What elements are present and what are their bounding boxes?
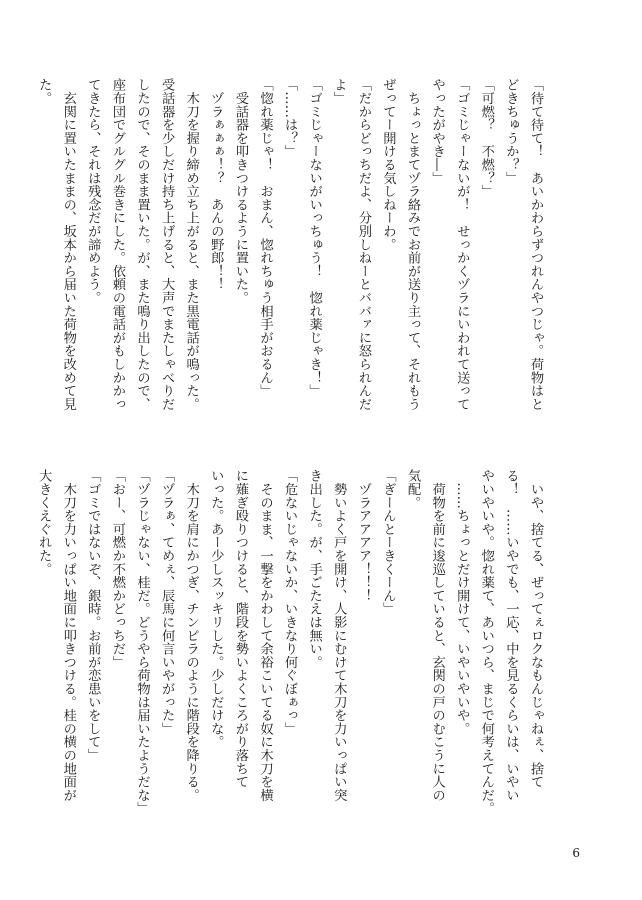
text-line: 「可燃？ 不燃？」: [478, 78, 494, 198]
text-line: 気配。: [405, 469, 421, 509]
text-line: ぜってー開ける気しねーわ。: [380, 78, 396, 251]
text-line: いった。あー少しスッキリした。少しだけな。: [208, 469, 224, 749]
text-line: に薙ぎ殴りつけると、階段を勢いよくころがり落ちて: [232, 469, 248, 789]
text-line: いや、捨てる、ぜってぇロクなもんじゃねぇ、捨て: [528, 469, 543, 789]
text-line: ヅラぁぁぁ！？ あんの野郎！！: [208, 78, 224, 291]
text-line: 木刀を握り締め立ち上がると、また黒電話が鳴った。: [183, 78, 199, 411]
text-line: どきちゅうか？」: [503, 78, 519, 185]
text-line: 「ヅラじゃない、桂だ。どうやら荷物は届いたようだな」: [134, 469, 150, 815]
page-number: 6: [572, 846, 580, 860]
text-line: き出した。が、手ごたえは無い。: [306, 469, 322, 669]
text-line: ヅラアアアア！！！: [355, 469, 371, 602]
text-line: ……ちょっとだけ開けて、いやいやいや。: [454, 469, 470, 735]
text-line: 「惚れ薬じゃ！ おまん、惚れちゅう相手がおるん」: [257, 78, 273, 398]
text-line: やったがやき―」: [429, 78, 445, 185]
text-line: 勢いよく戸を開け、人影にむけて木刀を力いっぱい突: [331, 469, 347, 802]
text-line: そのまま、一撃をかわして余裕こいてる奴に木刀を横: [257, 469, 273, 802]
text-line: 「待て待て！ あいかわらずつれんやつじゃ。荷物はと: [528, 78, 543, 411]
text-line: 受話器を少しだけ持ち上げると、大声でまたしゃべりだ: [159, 78, 175, 411]
text-line: 受話器を叩きつけるように置いた。: [232, 78, 248, 305]
text-line: 「……は？」: [282, 78, 298, 158]
text-line: 玄関に置いたままの、坂本から届いた荷物を改めて見: [60, 78, 76, 411]
text-line: ちょっとまてヅラ絡みでお前が送り主って、それもう: [405, 78, 421, 411]
text-line: 荷物を前に逡巡していると、玄関の戸のむこうに人の: [429, 469, 445, 802]
text-line: てきたら、それは残念だが諦めよう。: [85, 78, 101, 305]
text-line: 「おー、可燃か不燃かどっちだ」: [109, 469, 125, 669]
text-line: る！ ……いやでも、一応、中を見るくらいは、いやい: [503, 469, 519, 802]
text-line: 「ゴミではないぞ、銀時。お前が恋患いをして」: [85, 469, 101, 762]
text-line: た。: [36, 78, 52, 105]
text-line: 木刀を肩にかつぎ、チンピラのように階段を降りる。: [183, 469, 199, 802]
text-line: やいやいや。惚れ薬て、あいつら、まじで何考えてんだ。: [478, 469, 494, 815]
lower-text-block: [36, 469, 547, 829]
text-line: 「ヅラぁ、てめぇ、辰馬に何言いやがった」: [159, 469, 175, 735]
text-line: 大きくえぐれた。: [36, 469, 52, 576]
text-line: 木刀を力いっぱい地面に叩きつける。桂の横の地面が: [60, 469, 76, 802]
upper-text-block: [36, 78, 547, 438]
text-line: よ」: [331, 78, 347, 105]
text-line: 「ゴミじゃーないがいっちゅう！ 惚れ薬じゃき！」: [306, 78, 322, 398]
text-line: 「だからどっちだよ、分別しねーとババァに怒られんだ: [355, 78, 371, 411]
text-line: 座布団でグルグル巻きにした。依頼の電話がもしかかっ: [109, 78, 125, 411]
text-line: 「ゴミじゃーないが！ せっかくヅラにいわれて送って: [454, 78, 470, 411]
text-line: 「ぎーんとーきくーん」: [380, 469, 396, 616]
text-line: 「危ないじゃないか、いきなり何ぐぼぁっ」: [282, 469, 298, 735]
text-line: したので、そのまま置いた。が、また鳴り出したので、: [134, 78, 150, 411]
